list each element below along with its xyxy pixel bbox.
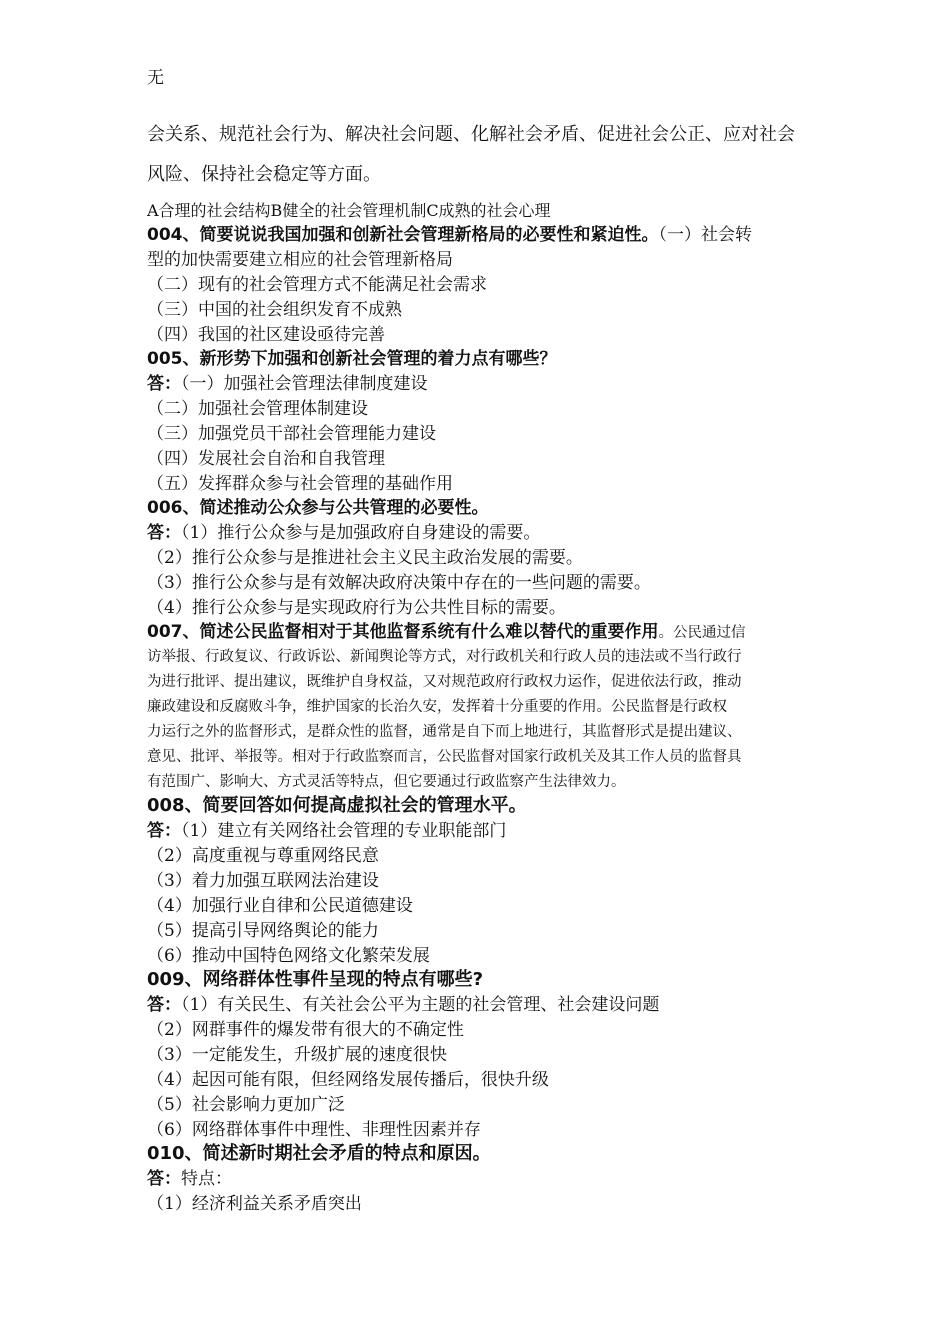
q007-body-line: 有范围广、影响大、方式灵活等特点，但它要通过行政监察产生法律效力。 [147, 774, 626, 790]
answer-label: 答： [147, 523, 181, 543]
q009-item: （4）起因可能有限，但经网络发展传播后，很快升级 [147, 1070, 549, 1090]
q005-answer-line [147, 373, 428, 395]
intro-line-1: 会关系、规范社会行为、解决社会问题、化解社会矛盾、促进社会公正、应对社会 [147, 124, 795, 145]
q004-item: （三）中国的社会组织发育不成熟 [147, 300, 402, 320]
q010-item: （1）经济利益关系矛盾突出 [147, 1194, 362, 1214]
q007-body-line: 廉政建设和反腐败斗争，维护国家的长治久安，发挥着十分重要的作用。公民监督是行政权 [147, 699, 727, 715]
header-text: 无 [147, 68, 164, 88]
q007-body-line: 意见、批评、举报等。相对于行政监察而言，公民监督对国家行政机关及其工作人员的监督具 [147, 749, 742, 765]
q007-question: 007、简述公民监督相对于其他监督系统有什么难以替代的重要作用 [147, 622, 659, 642]
q010-question: 010、简述新时期社会矛盾的特点和原因。 [147, 1143, 491, 1164]
q008-item: （5）提高引导网络舆论的能力 [147, 921, 379, 941]
q008-item: （3）着力加强互联网法治建设 [147, 871, 379, 891]
q007-body-line: 为进行批评、提出建议，既维护自身权益，又对规范政府行政权力运作，促进依法行政，推动 [147, 674, 742, 690]
q005-item: （五）发挥群众参与社会管理的基础作用 [147, 474, 453, 494]
q009-item: （5）社会影响力更加广泛 [147, 1095, 345, 1115]
intro-line-2: 风险、保持社会稳定等方面。 [147, 164, 381, 185]
q004-item: （二）现有的社会管理方式不能满足社会需求 [147, 275, 487, 295]
q007-line [147, 621, 746, 644]
q004-inline: （一）社会转 [658, 225, 752, 245]
q010-first: 特点： [181, 1169, 232, 1189]
q008-answer-line [147, 820, 506, 842]
q009-item: （2）网群事件的爆发带有很大的不确定性 [147, 1020, 464, 1040]
q008-question: 008、简要回答如何提高虚拟社会的管理水平。 [147, 795, 527, 816]
q009-first: （1）有关民生、有关社会公平为主题的社会管理、社会建设问题 [181, 995, 660, 1015]
q008-item: （4）加强行业自律和公民道德建设 [147, 896, 413, 916]
answer-label: 答： [147, 821, 181, 841]
q005-first: （一）加强社会管理法律制度建设 [181, 374, 428, 394]
q009-answer-line [147, 994, 659, 1016]
q008-item: （2）高度重视与尊重网络民意 [147, 846, 379, 866]
q009-item: （3）一定能发生，升级扩展的速度很快 [147, 1045, 447, 1065]
q004-cont: 型的加快需要建立相应的社会管理新格局 [147, 250, 453, 270]
q006-answer-line [147, 522, 540, 544]
q005-item: （二）加强社会管理体制建设 [147, 399, 368, 419]
q006-item: （4）推行公众参与是实现政府行为公共性目标的需要。 [147, 598, 566, 618]
answer-label: 答： [147, 1169, 181, 1189]
q008-first: （1）建立有关网络社会管理的专业职能部门 [181, 821, 507, 841]
q009-item: （6）网络群体事件中理性、非理性因素并存 [147, 1120, 481, 1140]
answer-label: 答： [147, 995, 181, 1015]
q006-first: （1）推行公众参与是加强政府自身建设的需要。 [181, 523, 541, 543]
q010-answer-line [147, 1168, 232, 1190]
q007-body-line: 访举报、行政复议、行政诉讼、新闻舆论等方式，对行政机关和行政人员的违法或不当行政行 [147, 649, 742, 665]
q004-question: 004、简要说说我国加强和创新社会管理新格局的必要性和紧迫性。 [147, 225, 659, 245]
intro-options: A合理的社会结构B健全的社会管理机制C成熟的社会心理 [147, 201, 551, 220]
q004-line [147, 224, 752, 246]
q006-question: 006、简述推动公众参与公共管理的必要性。 [147, 498, 489, 518]
answer-label: 答： [147, 374, 181, 394]
q006-item: （3）推行公众参与是有效解决政府决策中存在的一些问题的需要。 [147, 573, 651, 593]
q008-item: （6）推动中国特色网络文化繁荣发展 [147, 946, 430, 966]
q004-item: （四）我国的社区建设亟待完善 [147, 325, 385, 345]
q005-question: 005、新形势下加强和创新社会管理的着力点有哪些？ [147, 349, 557, 369]
q006-item: （2）推行公众参与是推进社会主义民主政治发展的需要。 [147, 548, 583, 568]
q009-question: 009、网络群体性事件呈现的特点有哪些? [147, 969, 484, 990]
q005-item: （三）加强党员干部社会管理能力建设 [147, 424, 436, 444]
q007-inline: 。公民通过信 [658, 625, 746, 641]
q007-body-line: 力运行之外的监督形式，是群众性的监督，通常是自下而上地进行，其监督形式是提出建议、 [147, 724, 742, 740]
q005-item: （四）发展社会自治和自我管理 [147, 449, 385, 469]
